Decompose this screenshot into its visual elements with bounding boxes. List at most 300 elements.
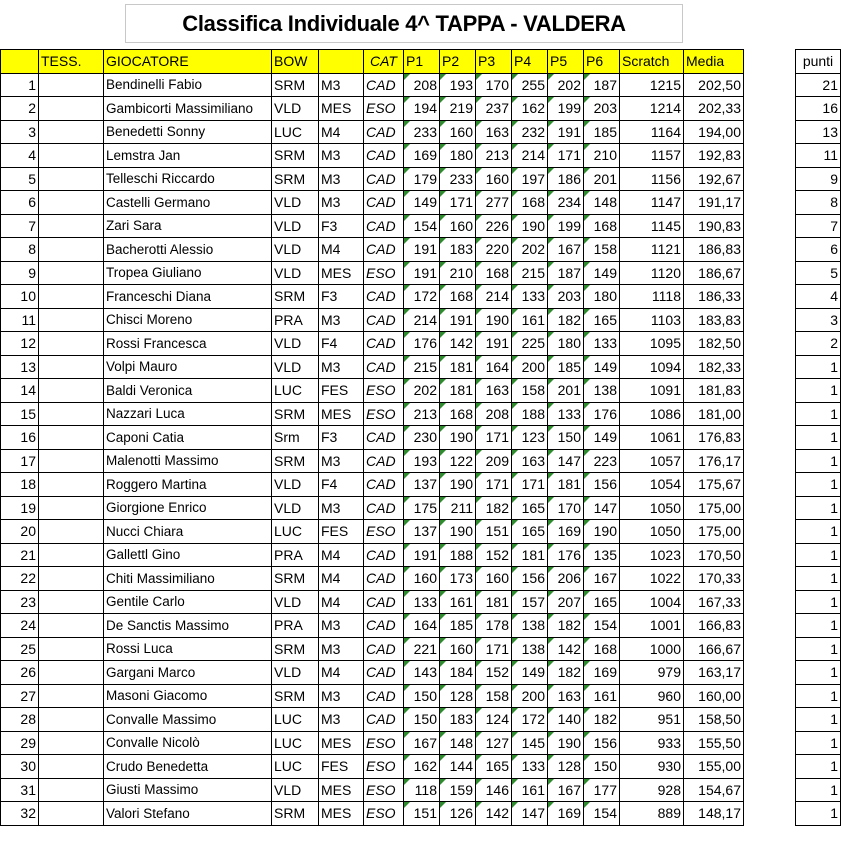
- game-score-cell-p3: [476, 708, 512, 732]
- game-score-value: 147: [521, 805, 545, 822]
- game-score-value: 169: [413, 147, 437, 164]
- cell-comment-marker: [512, 238, 518, 244]
- tess-cell: [39, 332, 104, 356]
- class-cell: M3: [319, 708, 364, 732]
- points-row: [796, 355, 841, 379]
- game-score-value: 154: [593, 617, 617, 634]
- rank-cell: 4: [1, 144, 39, 168]
- scratch-cell: 1004: [620, 590, 684, 614]
- points-row: [796, 614, 841, 638]
- player-name-cell: Castelli Germano: [104, 191, 272, 215]
- game-score-cell-p2: [440, 496, 476, 520]
- points-cell: 1: [796, 520, 841, 544]
- cell-comment-marker: [512, 497, 518, 503]
- game-score-value: 208: [413, 76, 437, 93]
- game-score-cell-p6: [584, 285, 620, 309]
- game-score-cell-p1: [404, 73, 440, 97]
- game-score-cell-p2: [440, 332, 476, 356]
- cell-comment-marker: [440, 450, 446, 456]
- cell-comment-marker: [584, 567, 590, 573]
- game-score-cell-p2: [440, 567, 476, 591]
- cell-comment-marker: [440, 74, 446, 80]
- scratch-cell: 979: [620, 661, 684, 685]
- table-row: [1, 426, 744, 450]
- cell-comment-marker: [476, 238, 482, 244]
- cell-comment-marker: [440, 121, 446, 127]
- points-cell: 13: [796, 120, 841, 144]
- category-cell: ESO: [364, 731, 404, 755]
- cell-comment-marker: [512, 567, 518, 573]
- points-cell: 1: [796, 802, 841, 826]
- game-score-cell-p1: [404, 496, 440, 520]
- cell-comment-marker: [440, 215, 446, 221]
- game-score-value: 199: [557, 217, 581, 234]
- cell-comment-marker: [476, 755, 482, 761]
- game-score-cell-p4: [512, 97, 548, 121]
- class-cell: MES: [319, 778, 364, 802]
- scratch-cell: 1103: [620, 308, 684, 332]
- cell-comment-marker: [548, 144, 554, 150]
- col-header-p4: P4: [512, 50, 548, 74]
- tess-cell: [39, 97, 104, 121]
- cell-comment-marker: [548, 638, 554, 644]
- cell-comment-marker: [404, 285, 410, 291]
- cell-comment-marker: [440, 238, 446, 244]
- game-score-value: 137: [413, 523, 437, 540]
- rank-cell: 3: [1, 120, 39, 144]
- cell-comment-marker: [476, 544, 482, 550]
- category-cell: CAD: [364, 238, 404, 262]
- cell-comment-marker: [476, 708, 482, 714]
- points-cell: 6: [796, 238, 841, 262]
- col-header-cat: CAT: [364, 50, 404, 74]
- game-score-cell-p3: [476, 684, 512, 708]
- rank-cell: 23: [1, 590, 39, 614]
- cell-comment-marker: [404, 191, 410, 197]
- game-score-cell-p3: [476, 637, 512, 661]
- points-cell: 8: [796, 191, 841, 215]
- cell-comment-marker: [404, 426, 410, 432]
- game-score-cell-p2: [440, 402, 476, 426]
- game-score-value: 167: [413, 734, 437, 751]
- game-score-value: 154: [413, 217, 437, 234]
- points-row: [796, 379, 841, 403]
- player-name-cell: Zari Sara: [104, 214, 272, 238]
- cell-comment-marker: [476, 450, 482, 456]
- rank-cell: 30: [1, 755, 39, 779]
- scratch-cell: 1061: [620, 426, 684, 450]
- game-score-value: 213: [485, 147, 509, 164]
- class-cell: M3: [319, 144, 364, 168]
- game-score-cell-p3: [476, 590, 512, 614]
- game-score-cell-p5: [548, 708, 584, 732]
- game-score-cell-p5: [548, 473, 584, 497]
- col-header-bow: BOW: [272, 50, 319, 74]
- rank-cell: 26: [1, 661, 39, 685]
- category-cell: CAD: [364, 661, 404, 685]
- tess-cell: [39, 637, 104, 661]
- table-row: [1, 73, 744, 97]
- tess-cell: [39, 590, 104, 614]
- points-row: [796, 708, 841, 732]
- game-score-cell-p4: [512, 426, 548, 450]
- game-score-cell-p6: [584, 778, 620, 802]
- bow-cell: LUC: [272, 755, 319, 779]
- game-score-value: 160: [449, 217, 473, 234]
- game-score-cell-p6: [584, 473, 620, 497]
- points-row: [796, 496, 841, 520]
- player-name-cell: Giorgione Enrico: [104, 496, 272, 520]
- bow-cell: VLD: [272, 661, 319, 685]
- game-score-cell-p4: [512, 520, 548, 544]
- points-cell: 1: [796, 496, 841, 520]
- media-cell: 182,33: [684, 355, 744, 379]
- tess-cell: [39, 144, 104, 168]
- col-header-rank: [1, 50, 39, 74]
- game-score-value: 183: [449, 241, 473, 258]
- game-score-value: 171: [449, 194, 473, 211]
- cell-comment-marker: [476, 802, 482, 808]
- scratch-cell: 1120: [620, 261, 684, 285]
- cell-comment-marker: [584, 732, 590, 738]
- game-score-cell-p6: [584, 661, 620, 685]
- points-cell: 1: [796, 614, 841, 638]
- cell-comment-marker: [476, 497, 482, 503]
- game-score-cell-p1: [404, 285, 440, 309]
- game-score-value: 200: [521, 687, 545, 704]
- game-score-cell-p6: [584, 543, 620, 567]
- game-score-value: 148: [449, 734, 473, 751]
- scratch-cell: 951: [620, 708, 684, 732]
- game-score-value: 187: [593, 76, 617, 93]
- game-score-cell-p3: [476, 379, 512, 403]
- game-score-value: 187: [557, 264, 581, 281]
- game-score-value: 154: [593, 805, 617, 822]
- cell-comment-marker: [584, 262, 590, 268]
- game-score-value: 172: [413, 288, 437, 305]
- game-score-cell-p6: [584, 120, 620, 144]
- rank-cell: 5: [1, 167, 39, 191]
- player-name-cell: Bendinelli Fabio: [104, 73, 272, 97]
- cell-comment-marker: [476, 262, 482, 268]
- cell-comment-marker: [512, 426, 518, 432]
- game-score-value: 193: [449, 76, 473, 93]
- media-cell: 175,00: [684, 520, 744, 544]
- scratch-cell: 1095: [620, 332, 684, 356]
- scratch-cell: 1022: [620, 567, 684, 591]
- points-row: [796, 214, 841, 238]
- points-cell: 16: [796, 97, 841, 121]
- points-row: [796, 661, 841, 685]
- bow-cell: SRM: [272, 449, 319, 473]
- col-header-p5: P5: [548, 50, 584, 74]
- game-score-value: 188: [521, 405, 545, 422]
- game-score-value: 277: [485, 194, 509, 211]
- table-row: [1, 661, 744, 685]
- rank-cell: 15: [1, 402, 39, 426]
- cell-comment-marker: [512, 215, 518, 221]
- rank-cell: 29: [1, 731, 39, 755]
- game-score-cell-p6: [584, 308, 620, 332]
- game-score-cell-p2: [440, 167, 476, 191]
- game-score-cell-p6: [584, 97, 620, 121]
- rank-cell: 31: [1, 778, 39, 802]
- cell-comment-marker: [440, 802, 446, 808]
- scratch-cell: 960: [620, 684, 684, 708]
- table-row: [1, 684, 744, 708]
- class-cell: M3: [319, 308, 364, 332]
- cell-comment-marker: [476, 215, 482, 221]
- game-score-value: 150: [413, 687, 437, 704]
- game-score-cell-p2: [440, 637, 476, 661]
- points-cell: 1: [796, 637, 841, 661]
- game-score-cell-p1: [404, 778, 440, 802]
- rank-cell: 25: [1, 637, 39, 661]
- game-score-cell-p2: [440, 97, 476, 121]
- class-cell: M3: [319, 73, 364, 97]
- game-score-cell-p4: [512, 238, 548, 262]
- class-cell: M3: [319, 355, 364, 379]
- media-cell: 170,50: [684, 543, 744, 567]
- game-score-cell-p1: [404, 167, 440, 191]
- game-score-value: 171: [485, 429, 509, 446]
- game-score-value: 133: [557, 405, 581, 422]
- cell-comment-marker: [512, 473, 518, 479]
- scratch-cell: 1094: [620, 355, 684, 379]
- category-cell: CAD: [364, 473, 404, 497]
- bow-cell: SRM: [272, 144, 319, 168]
- game-score-cell-p5: [548, 191, 584, 215]
- game-score-value: 150: [593, 758, 617, 775]
- game-score-cell-p4: [512, 802, 548, 826]
- category-cell: CAD: [364, 120, 404, 144]
- game-score-cell-p3: [476, 355, 512, 379]
- cell-comment-marker: [440, 708, 446, 714]
- game-score-value: 207: [557, 593, 581, 610]
- game-score-value: 202: [557, 76, 581, 93]
- game-score-cell-p1: [404, 426, 440, 450]
- media-cell: 176,83: [684, 426, 744, 450]
- player-name-cell: Rossi Luca: [104, 637, 272, 661]
- media-cell: 191,17: [684, 191, 744, 215]
- cell-comment-marker: [512, 638, 518, 644]
- points-cell: 4: [796, 285, 841, 309]
- points-cell: 3: [796, 308, 841, 332]
- rank-cell: 1: [1, 73, 39, 97]
- class-cell: M3: [319, 496, 364, 520]
- game-score-cell-p1: [404, 731, 440, 755]
- cell-comment-marker: [548, 755, 554, 761]
- game-score-cell-p4: [512, 778, 548, 802]
- tess-cell: [39, 449, 104, 473]
- bow-cell: VLD: [272, 191, 319, 215]
- game-score-value: 183: [449, 711, 473, 728]
- player-name-cell: Caponi Catia: [104, 426, 272, 450]
- points-table: [795, 49, 841, 826]
- cell-comment-marker: [512, 74, 518, 80]
- game-score-value: 133: [521, 758, 545, 775]
- player-name-cell: Chiti Massimiliano: [104, 567, 272, 591]
- category-cell: ESO: [364, 261, 404, 285]
- game-score-value: 172: [521, 711, 545, 728]
- cell-comment-marker: [548, 191, 554, 197]
- class-cell: M3: [319, 449, 364, 473]
- cell-comment-marker: [440, 779, 446, 785]
- cell-comment-marker: [548, 591, 554, 597]
- cell-comment-marker: [584, 520, 590, 526]
- cell-comment-marker: [404, 591, 410, 597]
- game-score-value: 203: [593, 100, 617, 117]
- game-score-value: 143: [413, 664, 437, 681]
- game-score-cell-p5: [548, 731, 584, 755]
- game-score-value: 191: [449, 311, 473, 328]
- rank-cell: 10: [1, 285, 39, 309]
- tess-cell: [39, 73, 104, 97]
- game-score-value: 181: [485, 593, 509, 610]
- game-score-value: 176: [557, 546, 581, 563]
- table-row: [1, 637, 744, 661]
- table-row: [1, 308, 744, 332]
- game-score-cell-p2: [440, 708, 476, 732]
- game-score-cell-p2: [440, 543, 476, 567]
- bow-cell: VLD: [272, 473, 319, 497]
- tess-cell: [39, 755, 104, 779]
- game-score-cell-p4: [512, 285, 548, 309]
- game-score-value: 181: [449, 382, 473, 399]
- game-score-cell-p1: [404, 637, 440, 661]
- points-row: [796, 120, 841, 144]
- game-score-cell-p1: [404, 661, 440, 685]
- points-row: [796, 755, 841, 779]
- game-score-value: 213: [413, 405, 437, 422]
- table-row: [1, 355, 744, 379]
- cell-comment-marker: [440, 168, 446, 174]
- points-row: [796, 637, 841, 661]
- media-cell: 148,17: [684, 802, 744, 826]
- category-cell: CAD: [364, 567, 404, 591]
- game-score-cell-p4: [512, 731, 548, 755]
- bow-cell: SRM: [272, 684, 319, 708]
- game-score-cell-p6: [584, 167, 620, 191]
- game-score-cell-p4: [512, 191, 548, 215]
- cell-comment-marker: [440, 638, 446, 644]
- game-score-value: 210: [593, 147, 617, 164]
- bow-cell: VLD: [272, 214, 319, 238]
- game-score-cell-p1: [404, 97, 440, 121]
- game-score-value: 173: [449, 570, 473, 587]
- game-score-cell-p3: [476, 755, 512, 779]
- game-score-value: 165: [593, 593, 617, 610]
- game-score-value: 142: [485, 805, 509, 822]
- game-score-cell-p6: [584, 637, 620, 661]
- category-cell: CAD: [364, 426, 404, 450]
- table-row: [1, 285, 744, 309]
- player-name-cell: Rossi Francesca: [104, 332, 272, 356]
- cell-comment-marker: [548, 215, 554, 221]
- category-cell: ESO: [364, 778, 404, 802]
- game-score-value: 185: [557, 358, 581, 375]
- game-score-cell-p5: [548, 637, 584, 661]
- cell-comment-marker: [440, 144, 446, 150]
- cell-comment-marker: [584, 379, 590, 385]
- game-score-value: 163: [521, 452, 545, 469]
- game-score-cell-p4: [512, 590, 548, 614]
- game-score-value: 156: [521, 570, 545, 587]
- game-score-cell-p5: [548, 167, 584, 191]
- cell-comment-marker: [512, 144, 518, 150]
- game-score-cell-p2: [440, 73, 476, 97]
- category-cell: CAD: [364, 590, 404, 614]
- game-score-value: 181: [521, 546, 545, 563]
- tess-cell: [39, 520, 104, 544]
- cell-comment-marker: [440, 285, 446, 291]
- game-score-cell-p5: [548, 802, 584, 826]
- cell-comment-marker: [440, 379, 446, 385]
- game-score-value: 149: [593, 429, 617, 446]
- table-row: [1, 755, 744, 779]
- tess-cell: [39, 238, 104, 262]
- game-score-value: 165: [521, 523, 545, 540]
- game-score-value: 208: [485, 405, 509, 422]
- media-cell: 194,00: [684, 120, 744, 144]
- game-score-value: 176: [593, 405, 617, 422]
- class-cell: M4: [319, 567, 364, 591]
- game-score-cell-p4: [512, 261, 548, 285]
- game-score-cell-p1: [404, 214, 440, 238]
- cell-comment-marker: [440, 309, 446, 315]
- cell-comment-marker: [476, 309, 482, 315]
- game-score-value: 161: [521, 311, 545, 328]
- cell-comment-marker: [548, 450, 554, 456]
- points-cell: 11: [796, 144, 841, 168]
- cell-comment-marker: [512, 332, 518, 338]
- media-cell: 155,00: [684, 755, 744, 779]
- game-score-cell-p3: [476, 567, 512, 591]
- game-score-cell-p1: [404, 379, 440, 403]
- game-score-cell-p2: [440, 661, 476, 685]
- game-score-value: 118: [414, 781, 437, 798]
- cell-comment-marker: [512, 544, 518, 550]
- category-cell: ESO: [364, 802, 404, 826]
- media-cell: 190,83: [684, 214, 744, 238]
- game-score-value: 211: [450, 499, 473, 516]
- game-score-value: 162: [413, 758, 437, 775]
- cell-comment-marker: [404, 708, 410, 714]
- table-row: [1, 238, 744, 262]
- game-score-cell-p2: [440, 238, 476, 262]
- points-cell: 9: [796, 167, 841, 191]
- cell-comment-marker: [476, 191, 482, 197]
- game-score-value: 163: [557, 687, 581, 704]
- game-score-value: 191: [413, 546, 437, 563]
- cell-comment-marker: [512, 191, 518, 197]
- game-score-cell-p1: [404, 238, 440, 262]
- game-score-value: 165: [521, 499, 545, 516]
- game-score-value: 142: [557, 640, 581, 657]
- media-cell: 175,00: [684, 496, 744, 520]
- table-row: [1, 520, 744, 544]
- cell-comment-marker: [476, 426, 482, 432]
- cell-comment-marker: [404, 755, 410, 761]
- table-row: [1, 567, 744, 591]
- player-name-cell: Telleschi Riccardo: [104, 167, 272, 191]
- cell-comment-marker: [512, 309, 518, 315]
- game-score-value: 226: [485, 217, 509, 234]
- game-score-cell-p6: [584, 449, 620, 473]
- cell-comment-marker: [548, 309, 554, 315]
- game-score-value: 156: [593, 734, 617, 751]
- cell-comment-marker: [476, 74, 482, 80]
